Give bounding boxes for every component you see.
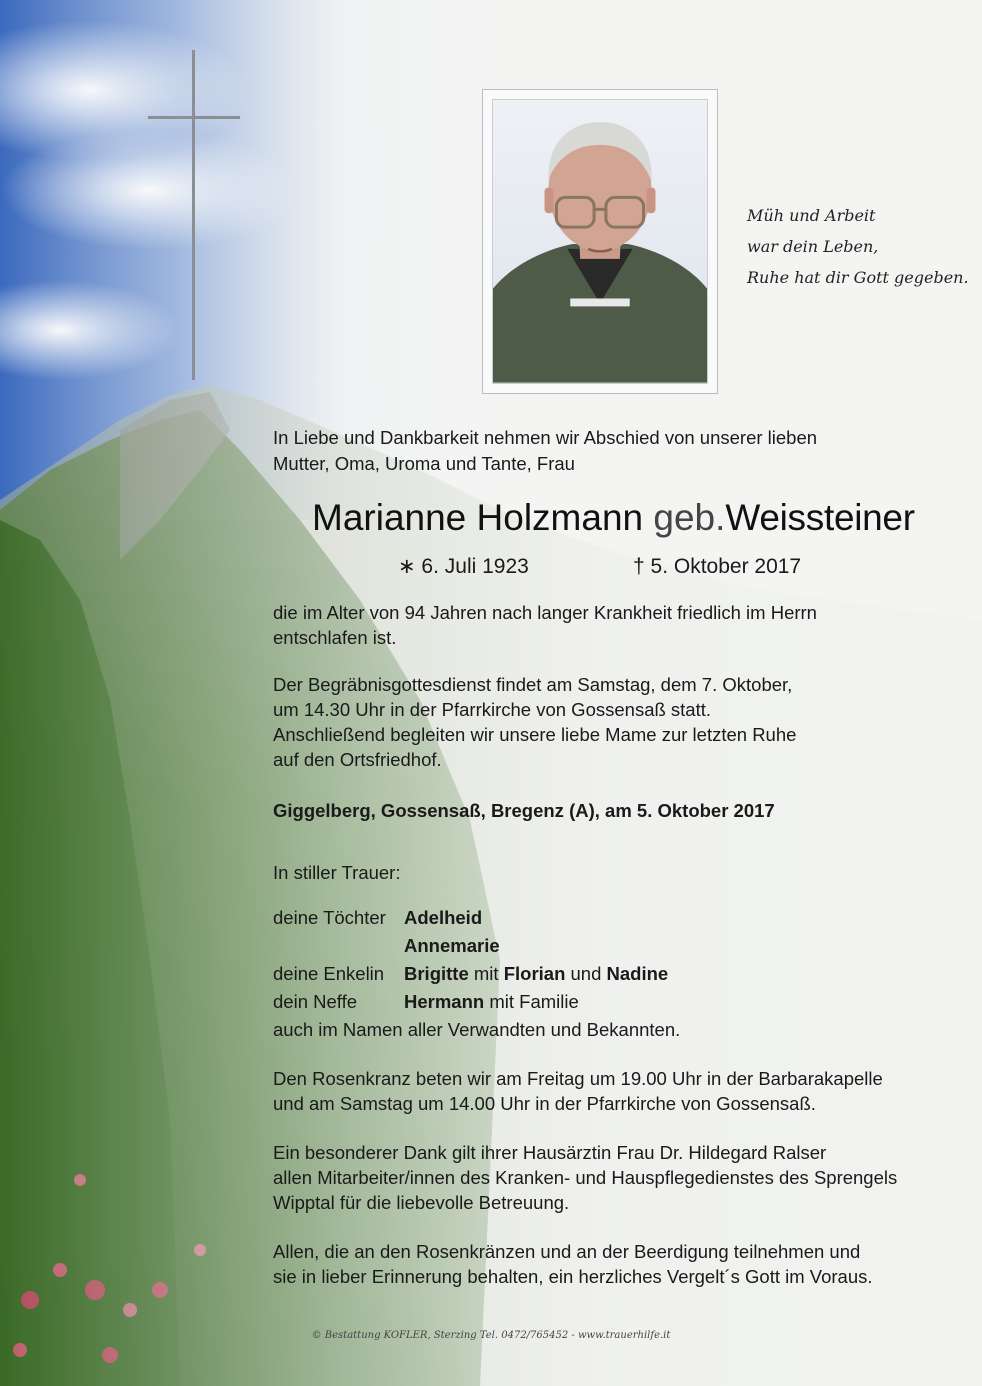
poem-line: Müh und Arbeit <box>747 206 876 225</box>
relatives-line: auch im Namen aller Verwandten und Bekannten. <box>273 1019 681 1040</box>
closing-line: Allen, die an den Rosenkränzen und an der Beerdigung teilnehmen und <box>273 1241 861 1262</box>
connector-word: mit Familie <box>489 991 579 1012</box>
connector-word: mit <box>473 963 499 984</box>
rosary-line: und am Samstag um 14.00 Uhr in der Pfarrkirche von Gossensaß. <box>273 1093 816 1114</box>
rosary-line: Den Rosenkranz beten wir am Freitag um 19.00 Uhr in der Barbarakapelle <box>273 1068 883 1089</box>
family-name: Adelheid <box>404 907 483 928</box>
relation-label: dein Neffe <box>273 991 357 1012</box>
funeral-line: Anschließend begleiten wir unsere liebe Mame zur letzten Ruhe <box>273 724 797 745</box>
maiden-name: Weissteiner <box>725 497 915 538</box>
family-name: Nadine <box>606 963 669 984</box>
geb-label: geb. <box>653 497 726 538</box>
age-line: die im Alter von 94 Jahren nach langer Krankheit friedlich im Herrn <box>273 602 817 623</box>
death-date: † 5. Oktober 2017 <box>633 555 802 578</box>
poem-line: war dein Leben, <box>747 237 879 256</box>
poem-line: Ruhe hat dir Gott gegeben. <box>747 268 969 287</box>
family-name: Annemarie <box>404 935 500 956</box>
family-name: Hermann <box>404 991 485 1012</box>
thanks-line: Ein besonderer Dank gilt ihrer Hausärztin Frau Dr. Hildegard Ralser <box>273 1142 827 1163</box>
cross-icon <box>148 50 240 380</box>
funeral-line: um 14.30 Uhr in der Pfarrkirche von Gossensaß statt. <box>273 699 712 720</box>
relation-label: deine Enkelin <box>273 963 385 984</box>
poem <box>747 200 977 293</box>
connector-word: und <box>570 963 602 984</box>
intro-text <box>273 425 913 477</box>
age-paragraph <box>273 600 963 650</box>
thanks-paragraph <box>273 1140 963 1215</box>
mourning-label: In stiller Trauer: <box>273 862 401 883</box>
rosary-paragraph <box>273 1066 963 1116</box>
funeral-paragraph <box>273 672 963 772</box>
thanks-line: allen Mitarbeiter/innen des Kranken- und Hauspflegedienstes des Sprengels <box>273 1167 898 1188</box>
deceased-name <box>312 494 915 542</box>
undertaker-footer: © Bestattung KOFLER, Sterzing Tel. 0472/765452 - www.trauerhilfe.it <box>311 1330 671 1341</box>
funeral-line: Der Begräbnisgottesdienst findet am Samstag, dem 7. Oktober, <box>273 674 793 695</box>
intro-line: In Liebe und Dankbarkeit nehmen wir Abschied von unserer lieben <box>273 427 818 448</box>
birth-date: ∗ 6. Juli 1923 <box>398 555 529 578</box>
funeral-line: auf den Ortsfriedhof. <box>273 749 442 770</box>
portrait-photo <box>482 89 718 394</box>
place-date: Giggelberg, Gossensaß, Bregenz (A), am 5. Oktober 2017 <box>273 800 775 821</box>
closing-paragraph <box>273 1239 963 1289</box>
family-name: Florian <box>503 963 566 984</box>
intro-line: Mutter, Oma, Uroma und Tante, Frau <box>273 453 575 474</box>
age-line: entschlafen ist. <box>273 627 397 648</box>
relation-label: deine Töchter <box>273 907 386 928</box>
full-name: Marianne Holzmann <box>312 497 644 538</box>
thanks-line: Wipptal für die liebevolle Betreuung. <box>273 1192 570 1213</box>
closing-line: sie in lieber Erinnerung behalten, ein herzliches Vergelt´s Gott im Voraus. <box>273 1266 873 1287</box>
family-name: Brigitte <box>404 963 469 984</box>
